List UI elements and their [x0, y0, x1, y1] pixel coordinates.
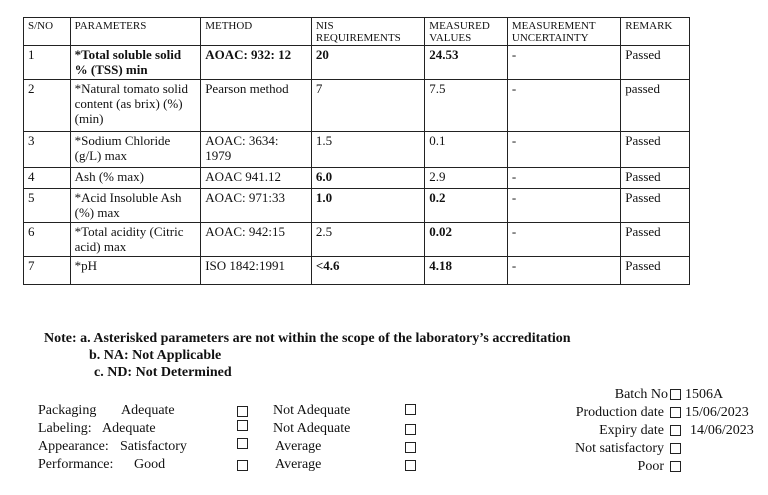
results-table — [23, 17, 690, 285]
checkbox-adequate[interactable] — [237, 420, 248, 431]
cell-method: AOAC: 3634: 1979 — [201, 132, 312, 168]
checkbox-not-satisfactory[interactable] — [670, 443, 681, 454]
checkbox-not-adequate[interactable] — [405, 424, 416, 435]
assessment-alt: Not Adequate — [273, 421, 351, 436]
cell-nis: 7 — [311, 80, 424, 132]
cell-parameter: *Total acidity (Citric acid) max — [70, 223, 201, 257]
cell-uncertainty: - — [507, 257, 620, 285]
checkbox-average[interactable] — [405, 460, 416, 471]
checkbox-adequate[interactable] — [237, 406, 248, 417]
assessment-label: Labeling: — [38, 421, 92, 436]
cell-measured: 7.5 — [425, 80, 508, 132]
cell-measured: 0.2 — [425, 189, 508, 223]
assessment-value: Adequate — [121, 403, 175, 418]
cell-remark: Passed — [621, 168, 690, 189]
cell-remark: Passed — [621, 46, 690, 80]
cell-parameter: *Acid Insoluble Ash (%) max — [70, 189, 201, 223]
cell-remark: passed — [621, 80, 690, 132]
checkbox-expiry-date[interactable] — [670, 425, 681, 436]
cell-parameter: *Total soluble solid % (TSS) min — [70, 46, 201, 80]
not-satisfactory-row — [530, 440, 760, 458]
cell-parameter: Ash (% max) — [70, 168, 201, 189]
header-method: METHOD — [201, 18, 312, 46]
cell-sno: 6 — [24, 223, 71, 257]
cell-remark: Passed — [621, 132, 690, 168]
table-row — [24, 80, 690, 132]
cell-method: AOAC: 932: 12 — [201, 46, 312, 80]
assessment-label: Performance: — [38, 457, 114, 472]
checkbox-not-adequate[interactable] — [405, 404, 416, 415]
header-uncertainty: MEASUREMENT UNCERTAINTY — [507, 18, 620, 46]
cell-measured: 0.02 — [425, 223, 508, 257]
batch-row — [530, 386, 760, 404]
checkbox-poor[interactable] — [670, 461, 681, 472]
cell-measured: 0.1 — [425, 132, 508, 168]
header-remark: REMARK — [621, 18, 690, 46]
assessment-alt: Average — [275, 457, 322, 472]
cell-uncertainty: - — [507, 223, 620, 257]
assessment-alt: Average — [275, 439, 322, 454]
cell-sno: 2 — [24, 80, 71, 132]
table-row — [24, 189, 690, 223]
not-satisfactory-label: Not satisfactory — [574, 441, 664, 456]
header-measured: MEASURED VALUES — [425, 18, 508, 46]
table-row — [24, 257, 690, 285]
cell-nis: 20 — [311, 46, 424, 80]
notes-section — [44, 330, 571, 381]
cell-uncertainty: - — [507, 189, 620, 223]
cell-method: AOAC: 971:33 — [201, 189, 312, 223]
expiry-date-row — [530, 422, 760, 440]
cell-nis: 1.5 — [311, 132, 424, 168]
assessment-alt: Not Adequate — [273, 403, 351, 418]
checkbox-production-date[interactable] — [670, 407, 681, 418]
cell-sno: 3 — [24, 132, 71, 168]
cell-uncertainty: - — [507, 80, 620, 132]
table-row — [24, 132, 690, 168]
cell-nis: 6.0 — [311, 168, 424, 189]
checkbox-average[interactable] — [405, 442, 416, 453]
cell-measured: 2.9 — [425, 168, 508, 189]
assessment-label: Appearance: — [38, 439, 109, 454]
note-c: c. ND: Not Determined — [94, 365, 232, 380]
cell-parameter: *pH — [70, 257, 201, 285]
note-b: b. NA: Not Applicable — [89, 348, 222, 363]
cell-uncertainty: - — [507, 132, 620, 168]
cell-remark: Passed — [621, 257, 690, 285]
poor-row — [530, 458, 760, 476]
cell-method: AOAC: 942:15 — [201, 223, 312, 257]
cell-measured: 4.18 — [425, 257, 508, 285]
cell-sno: 1 — [24, 46, 71, 80]
assessment-value: Good — [134, 457, 166, 472]
checkbox-satisfactory[interactable] — [237, 438, 248, 449]
cell-method: ISO 1842:1991 — [201, 257, 312, 285]
cell-sno: 7 — [24, 257, 71, 285]
expiry-date-value: 14/06/2023 — [690, 423, 754, 438]
checkbox-batch[interactable] — [670, 389, 681, 400]
cell-nis: 1.0 — [311, 189, 424, 223]
header-nis: NIS REQUIREMENTS — [311, 18, 424, 46]
cell-uncertainty: - — [507, 46, 620, 80]
table-row — [24, 168, 690, 189]
cell-nis: <4.6 — [311, 257, 424, 285]
cell-method: Pearson method — [201, 80, 312, 132]
batch-section — [530, 386, 760, 476]
assessment-label: Packaging — [38, 403, 97, 418]
note-a: Note: a. Asterisked parameters are not within the scope of the laboratory’s accreditation — [44, 331, 571, 346]
cell-sno: 5 — [24, 189, 71, 223]
header-parameters: PARAMETERS — [70, 18, 201, 46]
assessment-value: Adequate — [102, 421, 156, 436]
expiry-date-label: Expiry date — [599, 423, 664, 438]
cell-parameter: *Natural tomato solid content (as brix) (%) (min) — [70, 80, 201, 132]
header-sno: S/NO — [24, 18, 71, 46]
poor-label: Poor — [637, 459, 664, 474]
cell-measured: 24.53 — [425, 46, 508, 80]
assessment-value: Satisfactory — [120, 439, 187, 454]
table-row — [24, 46, 690, 80]
cell-sno: 4 — [24, 168, 71, 189]
table-row — [24, 223, 690, 257]
cell-method: AOAC 941.12 — [201, 168, 312, 189]
production-date-value: 15/06/2023 — [685, 405, 749, 420]
production-date-row — [530, 404, 760, 422]
table-header-row — [24, 18, 690, 46]
batch-value: 1506A — [685, 387, 724, 402]
cell-parameter: *Sodium Chloride (g/L) max — [70, 132, 201, 168]
cell-remark: Passed — [621, 223, 690, 257]
production-date-label: Production date — [575, 405, 664, 420]
cell-nis: 2.5 — [311, 223, 424, 257]
cell-uncertainty: - — [507, 168, 620, 189]
batch-label: Batch No — [614, 387, 668, 402]
checkbox-good[interactable] — [237, 460, 248, 471]
cell-remark: Passed — [621, 189, 690, 223]
